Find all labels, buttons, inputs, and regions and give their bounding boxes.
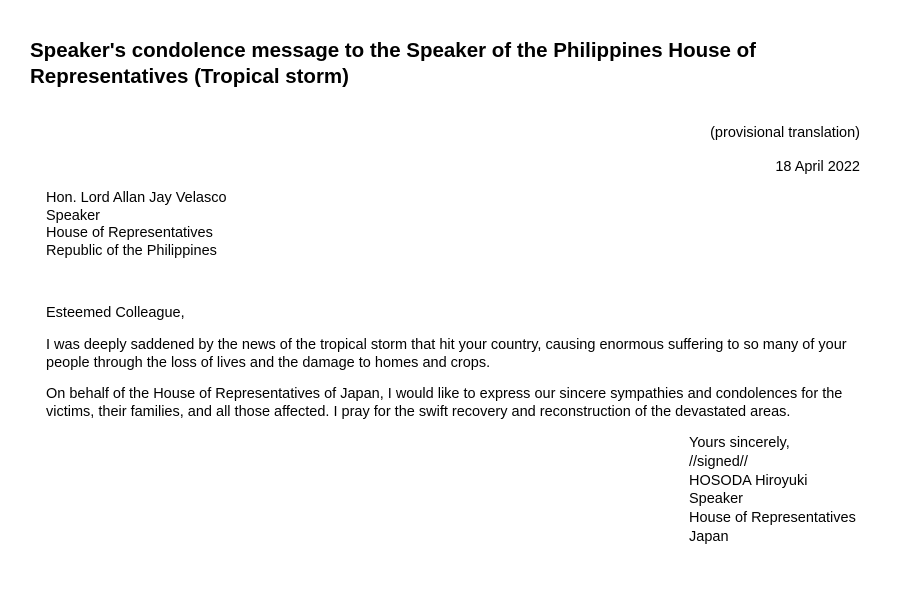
valediction: Yours sincerely,	[689, 435, 790, 451]
closing-block	[689, 434, 856, 547]
addressee-position: Speaker	[46, 207, 101, 224]
letter-date: 18 April 2022	[775, 159, 860, 175]
signature-mark: //signed//	[689, 453, 748, 470]
signatory-country: Japan	[689, 528, 729, 545]
addressee-block	[46, 190, 227, 260]
addressee-name: Hon. Lord Allan Jay Velasco	[46, 190, 227, 206]
body-paragraph: I was deeply saddened by the news of the tropical storm that hit your country, causing enormous suffering to so many of your people through the loss of lives and the damage to homes and crops.	[46, 337, 847, 371]
salutation: Esteemed Colleague,	[46, 305, 185, 321]
page-title: Speaker's condolence message to the Speaker of the Philippines House of Representatives (Tropical storm)	[30, 39, 756, 88]
body-paragraph: On behalf of the House of Representatives of Japan, I would like to express our sincere sympathies and condolences for the victims, their families, and all those affected. I pray for the swift recovery and reconstruction of the devastated areas.	[46, 386, 843, 420]
signatory-institution: House of Representatives	[689, 510, 856, 527]
addressee-institution: House of Representatives	[46, 225, 213, 241]
addressee-country: Republic of the Philippines	[46, 242, 217, 259]
signatory-position: Speaker	[689, 491, 744, 508]
signatory-name: HOSODA Hiroyuki	[689, 472, 808, 489]
translation-note: (provisional translation)	[710, 125, 860, 141]
